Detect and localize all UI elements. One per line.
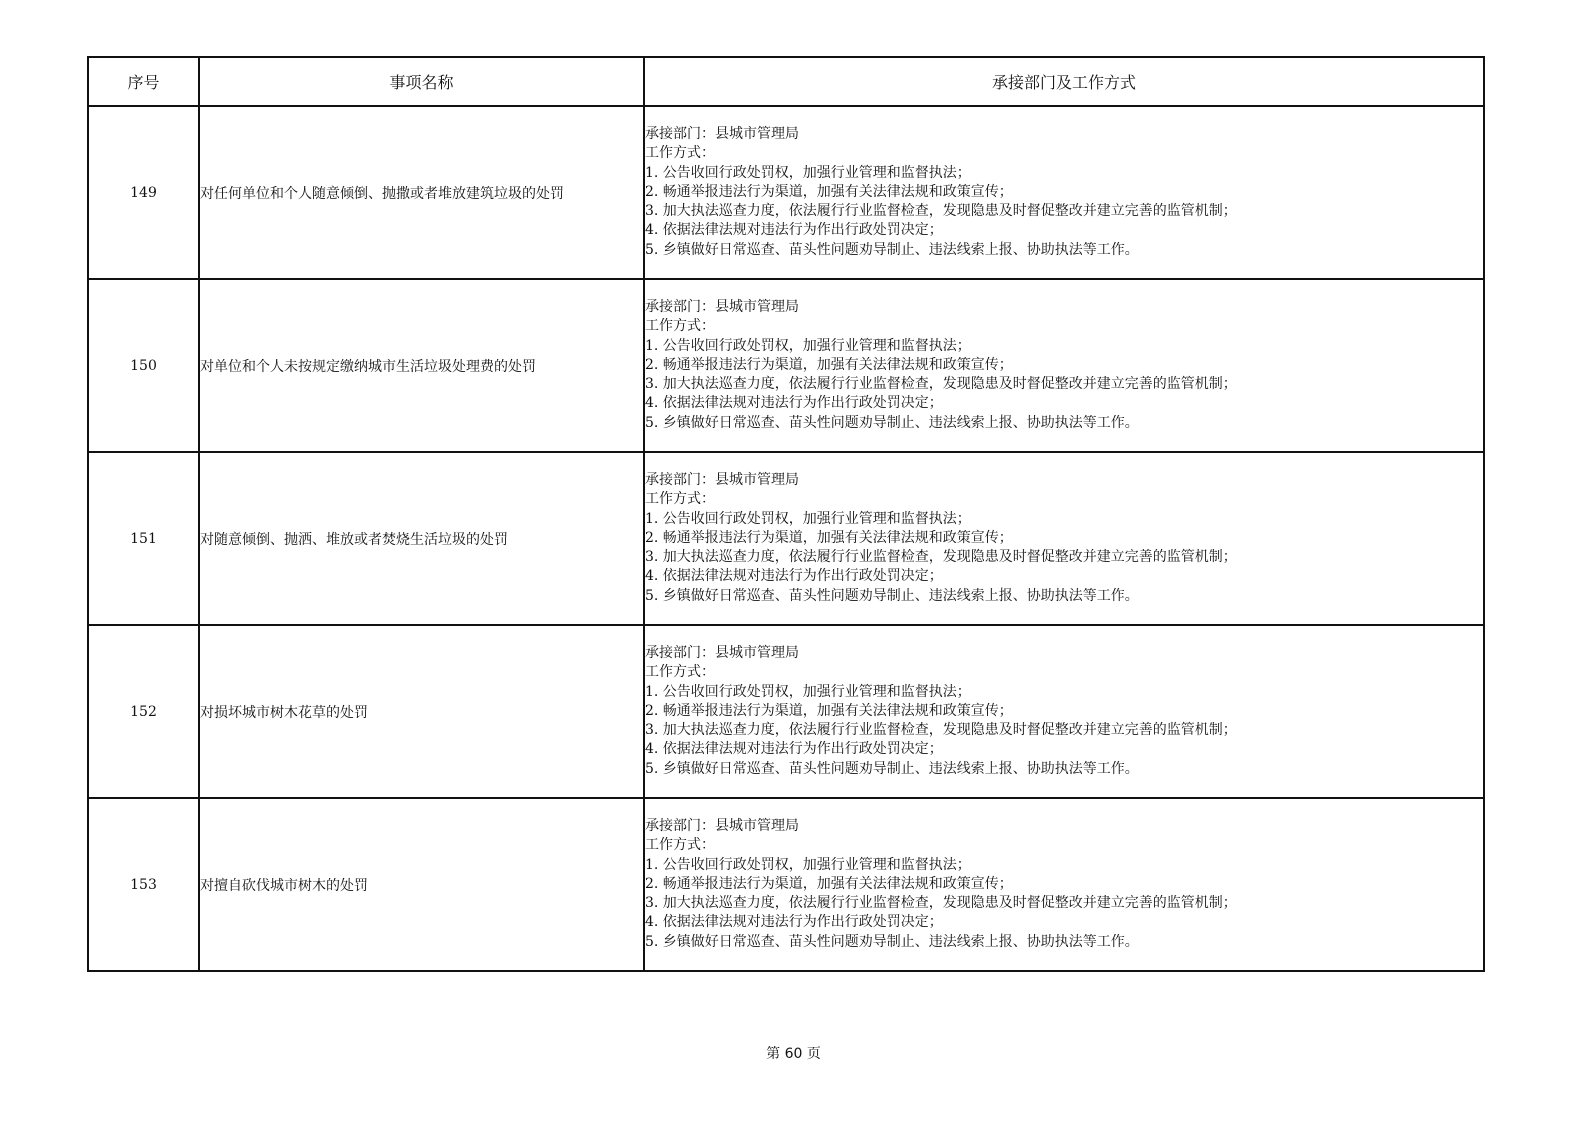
item-name-cell: 对任何单位和个人随意倾倒、抛撒或者堆放建筑垃圾的处罚 (199, 106, 644, 279)
method-line: 1. 公告收回行政处罚权，加强行业管理和监督执法； (645, 856, 971, 873)
method-line: 工作方式： (645, 664, 715, 681)
table-row (88, 798, 1484, 971)
method-line: 4. 依据法律法规对违法行为作出行政处罚决定； (645, 395, 943, 412)
method-line: 5. 乡镇做好日常巡查、苗头性问题劝导制止、违法线索上报、协助执法等工作。 (645, 414, 1139, 431)
method-line: 工作方式： (645, 837, 715, 854)
department-method-cell (644, 798, 1484, 971)
method-line: 5. 乡镇做好日常巡查、苗头性问题劝导制止、违法线索上报、协助执法等工作。 (645, 241, 1139, 258)
item-name-cell: 对单位和个人未按规定缴纳城市生活垃圾处理费的处罚 (199, 279, 644, 452)
method-line: 3. 加大执法巡查力度，依法履行行业监督检查，发现隐患及时督促整改并建立完善的监管机制； (645, 376, 1237, 393)
table-row (88, 625, 1484, 798)
method-line: 5. 乡镇做好日常巡查、苗头性问题劝导制止、违法线索上报、协助执法等工作。 (645, 587, 1139, 604)
department-method-cell (644, 279, 1484, 452)
method-line: 工作方式： (645, 318, 715, 335)
method-line: 3. 加大执法巡查力度，依法履行行业监督检查，发现隐患及时督促整改并建立完善的监管机制； (645, 895, 1237, 912)
table-row (88, 106, 1484, 279)
method-line: 3. 加大执法巡查力度，依法履行行业监督检查，发现隐患及时督促整改并建立完善的监管机制； (645, 722, 1237, 739)
department-method-cell (644, 452, 1484, 625)
header-serial-no: 序号 (88, 57, 199, 106)
method-line: 1. 公告收回行政处罚权，加强行业管理和监督执法； (645, 683, 971, 700)
serial-number-cell: 151 (88, 452, 199, 625)
method-line: 工作方式： (645, 491, 715, 508)
method-line: 2. 畅通举报违法行为渠道，加强有关法律法规和政策宣传； (645, 529, 1013, 546)
method-line: 2. 畅通举报违法行为渠道，加强有关法律法规和政策宣传； (645, 356, 1013, 373)
serial-number-cell: 152 (88, 625, 199, 798)
method-line: 3. 加大执法巡查力度，依法履行行业监督检查，发现隐患及时督促整改并建立完善的监管机制； (645, 549, 1237, 566)
header-row (88, 57, 1484, 106)
department-method-cell (644, 106, 1484, 279)
method-line: 2. 畅通举报违法行为渠道，加强有关法律法规和政策宣传； (645, 702, 1013, 719)
method-line: 承接部门：县城市管理局 (645, 817, 799, 834)
method-line: 工作方式： (645, 145, 715, 162)
method-line: 承接部门：县城市管理局 (645, 298, 799, 315)
method-line: 3. 加大执法巡查力度，依法履行行业监督检查，发现隐患及时督促整改并建立完善的监管机制； (645, 203, 1237, 220)
method-line: 1. 公告收回行政处罚权，加强行业管理和监督执法； (645, 510, 971, 527)
method-line: 5. 乡镇做好日常巡查、苗头性问题劝导制止、违法线索上报、协助执法等工作。 (645, 933, 1139, 950)
table-row (88, 279, 1484, 452)
item-name-cell: 对随意倾倒、抛洒、堆放或者焚烧生活垃圾的处罚 (199, 452, 644, 625)
table-row (88, 452, 1484, 625)
serial-number-cell: 150 (88, 279, 199, 452)
method-line: 2. 畅通举报违法行为渠道，加强有关法律法规和政策宣传； (645, 183, 1013, 200)
method-line: 4. 依据法律法规对违法行为作出行政处罚决定； (645, 741, 943, 758)
method-line: 4. 依据法律法规对违法行为作出行政处罚决定； (645, 222, 943, 239)
method-line: 5. 乡镇做好日常巡查、苗头性问题劝导制止、违法线索上报、协助执法等工作。 (645, 760, 1139, 777)
item-name-cell: 对损坏城市树木花草的处罚 (199, 625, 644, 798)
method-line: 承接部门：县城市管理局 (645, 125, 799, 142)
page-number: 第 60 页 (766, 1046, 821, 1062)
method-line: 2. 畅通举报违法行为渠道，加强有关法律法规和政策宣传； (645, 875, 1013, 892)
method-line: 1. 公告收回行政处罚权，加强行业管理和监督执法； (645, 164, 971, 181)
method-line: 承接部门：县城市管理局 (645, 471, 799, 488)
table-body (88, 106, 1484, 971)
method-line: 4. 依据法律法规对违法行为作出行政处罚决定； (645, 568, 943, 585)
matters-table (87, 56, 1485, 972)
method-line: 4. 依据法律法规对违法行为作出行政处罚决定； (645, 914, 943, 931)
header-department-method: 承接部门及工作方式 (644, 57, 1484, 106)
header-item-name: 事项名称 (199, 57, 644, 106)
department-method-cell (644, 625, 1484, 798)
serial-number-cell: 153 (88, 798, 199, 971)
item-name-cell: 对擅自砍伐城市树木的处罚 (199, 798, 644, 971)
serial-number-cell: 149 (88, 106, 199, 279)
method-line: 承接部门：县城市管理局 (645, 644, 799, 661)
method-line: 1. 公告收回行政处罚权，加强行业管理和监督执法； (645, 337, 971, 354)
